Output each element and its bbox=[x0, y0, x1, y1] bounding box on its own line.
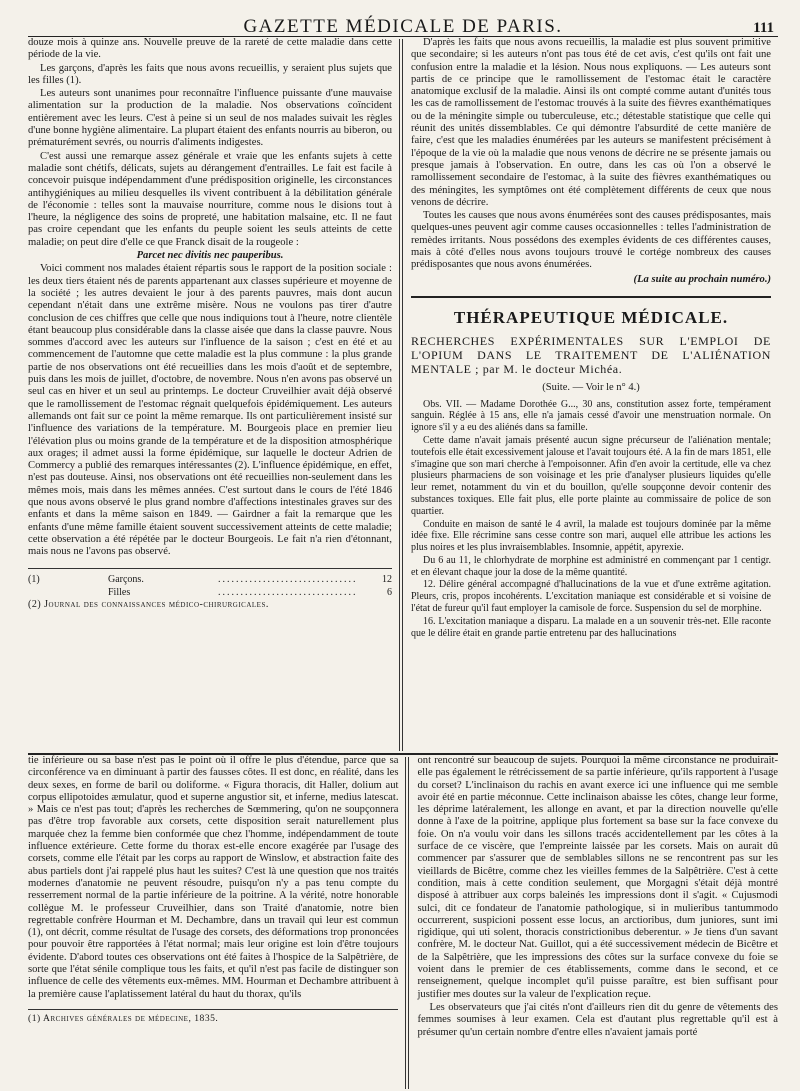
paragraph: douze mois à quinze ans. Nouvelle preuve de la rareté de cette maladie dans cette période de la vie. bbox=[28, 37, 392, 61]
paragraph: Cette dame n'avait jamais présenté aucun signe précurseur de l'aliénation mentale; toutefois elle était excessivement jalouse et l'avait toujours été. A la fin de mars 1851, elle s'imagine que son mari cherche à l'empoisonner. Afin d'en avoir la certitude, elle va chez plusieurs pharmaciens de son voisinage et les prie d'analyser plusieurs liquides qu'elle leur remet, notamment du vin et du bouillon, qu'elle soupçonne devoir contenir des substances toxiques. Elle fait plus, elle porte plainte au commissaire de police de son quartier. bbox=[411, 434, 771, 517]
section-title: THÉRAPEUTIQUE MÉDICALE. bbox=[453, 307, 729, 327]
girls-value: 6 bbox=[387, 586, 392, 598]
continued-note: (La suite au prochain numéro.) bbox=[633, 273, 771, 285]
top-section bbox=[28, 37, 778, 753]
paragraph: Toutes les causes que nous avons énumérées sont des causes prédisposantes, mais quelques-unes peuvent agir comme causes occasionnelles : telles l'administration de remèdes irritants. Nous possédons des exemples évidents de ces différentes causes, mais à côté d'elles nous avons toujours trouvé le cortége nombreux des causes prédisposantes que nous avons énumérées. bbox=[411, 210, 771, 271]
paragraph: Les observateurs que j'ai cités n'ont d'ailleurs rien dit du genre de vêtements des femmes soumises à leur examen. Cela est d'autant plus regrettable qu'il est à présumer qu'un certain nombre d'entre elles n'avaient jamais porté bbox=[417, 1001, 778, 1038]
paragraph: Conduite en maison de santé le 4 avril, la malade est toujours dominée par la même idée fixe. Elle récrimine sans cesse contre son mari, auquel elle attribue les actions les plus noires et les plus invraisemblables. Insomnie, appétit, apyrexie. bbox=[411, 518, 771, 554]
leader-dots: ............................... bbox=[218, 586, 358, 598]
section-divider bbox=[411, 296, 771, 298]
paragraph: 12. Délire général accompagné d'hallucinations de la vue et d'une extrême agitation. Pleurs, cris, propos incohérents. L'excitation maniaque est considérable et si voisine de l'état de fureur qu'il faut employer la camisole de force. Suspension du sel de morphine. bbox=[411, 579, 771, 615]
footnotes bbox=[28, 568, 392, 611]
boys-label: Garçons. bbox=[108, 574, 144, 586]
bottom-right-column bbox=[409, 755, 778, 1091]
top-left-column bbox=[28, 37, 399, 753]
article-subtitle: (Suite. — Voir le n° 4.) bbox=[542, 382, 640, 394]
observation-block bbox=[411, 399, 771, 640]
bottom-left-column bbox=[28, 755, 405, 1091]
leader-dots: ............................... bbox=[218, 574, 358, 586]
footnote: (1) Archives générales de médecine, 1835. bbox=[28, 1009, 398, 1025]
boys-value: 12 bbox=[382, 574, 392, 586]
paragraph: Les auteurs sont unanimes pour reconnaître l'influence puissante d'une mauvaise alimentation sur la production de la maladie. Nos observations coïncident entièrement avec les leurs. C'est à peine si un seul de nos malades suivait les règles d'une bonne hygiène alimentaire. La plupart étaient des enfants nourris au biberon, ou prématurément sevrés, ou nourris d'aliments indigestes. bbox=[28, 88, 392, 149]
paragraph: Du 6 au 11, le chlorhydrate de morphine est administré en commençant par 1 centigr. et en élevant chaque jour la dose de la même quantité. bbox=[411, 554, 771, 578]
paragraph: Obs. VII. — Madame Dorothée G..., 30 ans, constitution assez forte, tempérament sanguin. Réglée à 15 ans, elle n'a jamais cessé d'avoir une menstruation normale. On ignore s'il y a eu des aliénés dans sa famille. bbox=[411, 398, 771, 434]
latin-motto: Parcet nec divitis nec pauperibus. bbox=[136, 250, 284, 262]
page-number: 111 bbox=[753, 20, 774, 36]
article-title: RECHERCHES EXPÉRIMENTALES SUR L'EMPLOI DE L'OPIUM DANS LE TRAITEMENT DE L'ALIÉNATION MENTALE ; par M. le docteur Michéa. bbox=[411, 334, 771, 377]
footnote-row-girls bbox=[28, 587, 392, 599]
girls-label: Filles bbox=[108, 586, 131, 598]
paragraph: 16. L'excitation maniaque a disparu. La malade en a un souvenir très-net. Elle raconte que le délire était en grande partie entretenu par des hallucinations bbox=[411, 615, 771, 639]
bottom-section bbox=[28, 755, 778, 1091]
paragraph: D'après les faits que nous avons recueillis, la maladie est plus souvent primitive que secondaire; si les auteurs n'ont pas tous été de cet avis, c'est qu'ils ont fait une confusion entre la maladie et la lésion. Nous nous expliquons. — Les auteurs sont partis de ce principe que le ramollissement de l'estomac était le caractère anatomique exclusif de la maladie. Ainsi ils ont compté comme autant d'unités tous les cas de ramollissement de l'estomac trouvés à la suite des fièvres exanthématiques ou de la méningite simple ou tuberculeuse, etc.; détestable statistique que celle qui réunit des unités dissemblables. Ce qui démontre l'absurdité de cette manière de faire, c'est que les maladies énumérées par les auteurs se manifestent précisément à l'époque de la vie où la maladie que nous venons de décrire ne se présente jamais ou presque jamais à l'observation. En outre, dans les cas où l'on a observé le ramollissement secondaire de l'estomac, à la suite des fièvres exanthématiques ou des méningites, les symptômes ont été complètement différents de ceux que nous venons de décrire. bbox=[411, 37, 771, 208]
footnote-2: (2) Journal des connaissances médico-chirurgicales. bbox=[28, 599, 269, 611]
paragraph: Les garçons, d'après les faits que nous avons recueillis, y seraient plus sujets que les filles (1). bbox=[28, 62, 392, 86]
paragraph: tie inférieure ou sa base n'est pas le point où il offre le plus d'étendue, parce que sa circonférence va en diminuant à partir des fausses côtes. Il est donc, en réalité, dans les deux sexes, en forme de baril ou doliforme. « Figura thoracis, dit Haller, dolium aut corpus ellipotoides æmulatur, quod et superne angustior sit, et inferne, medius latescat. » Mais ce n'est pas tout; d'après les recherches de Sœmmering, qu'on ne soupçonnera pas d'être trop favorable aux corsets, cette disposition serait naturellement plus marquée chez la femme bien conformée que chez l'homme, indépendamment de toute influence extérieure. Cette forme du thorax est-elle encore exagérée par l'usage des corsets, comme elle l'était par les corps au rapport de Winslow, et abstraction faite des abus partiels dont j'ai rappelé plus haut les suites? C'est là une question que nos traités modernes d'anatomie ne peuvent résoudre, puisqu'on n'y a pas tenu compte du resserrement normal de la partie inférieure de la poitrine. A la vérité, notre honorable collègue M. le professeur Cruveilhier, dans son Traité d'anatomie, notre bien regrettable confrère Hourman et M. Dechambre, dans un travail qui leur est commun (1), ont décrit, comme résultat de l'usage des corsets, des déformations trop prononcées pour pouvoir être rapportées à l'état normal; mais leur origine est loin d'être toujours évidente. D'abord toutes ces observations ont été faites à l'hospice de la Salpêtrière, de sorte que l'état sénile complique tous les faits, et qu'il n'est pas facile de distinguer son influence de celle des vêtements eux-mêmes. MM. Hourman et Dechambre attribuent à la première cause l'aplatissement latéral du haut du thorax, qu'ils bbox=[28, 755, 399, 1000]
paragraph: Voici comment nos malades étaient répartis sous le rapport de la position sociale : les deux tiers étaient nés de parents appartenant aux classes supérieure et moyenne de la société ; les autres devaient le jour à des parents pauvres, mais dont aucun cependant n'était dans une extrême misère. Nous ne voulons pas tirer d'autre conclusion de ces chiffres que celle que nous indiquions tout à l'heure, notre clientèle étant beaucoup plus considérable dans la classe aisée que dans la classe pauvre. Nous sommes d'accord avec les auteurs sur l'influence de la saison ; c'est en été et au commencement de l'automne que cette maladie est la plus commune : la plus grande partie de nos observations ont été recueillies dans les mois d'août et de septembre, puis dans les mois de juillet, d'octobre, de novembre. Nous n'en avons pas observé un seul cas en hiver et un seul au printemps. Le docteur Cruveilhier avait déjà observé que le ramollissement de l'estomac régnait quelquefois épidémiquement. Les auteurs allemands ont fait sur ce point la même remarque. Ils ont particulièrement insisté sur l'influence des variations de la température. M. Bourgeois place en premier lieu l'élévation plus ou moins grande de la température et de la disposition atmosphérique aux orages; il admet aussi la forme épidémique, sur laquelle le docteur Adrien de Commercy a publié des remarques intéressantes (2). L'influence épidémique, en effet, n'est pas douteuse. Ainsi, nos observations ont été recueillies non-seulement dans les mêmes mois, mais dans les mêmes années. C'est surtout dans le cours de l'été 1846 que nous avons observé le plus grand nombre d'affections intestinales graves sur des enfants et dans la même saison en 1849. — Gairdner a fait la remarque que les enfants d'une même famille étaient souvent successivement atteints de cette maladie; cette observation a été répétée par le docteur Bourgeois. Le fait n'a rien d'étonnant, mais nous ne l'avons pas observé. bbox=[28, 263, 392, 558]
paragraph: C'est aussi une remarque assez générale et vraie que les enfants sujets à cette maladie sont chétifs, délicats, sujets au dérangement d'entrailles. Le fait est facile à concevoir puisque indépendamment d'une prédisposition originelle, les circonstances antihygiéniques au milieu desquelles ils vivent contribuent à la débilitation générale de l'économie : telles sont la mauvaise nourriture, comme nous le disions tout à l'heure, la négligence des soins de propreté, une habitation malsaine, etc. Il ne faut pas croire cependant que les enfants du peuple soient les seuls atteints de cette maladie; on peut dire d'elle ce que Franck disait de la rougeole : bbox=[28, 150, 392, 248]
footnote-row-boys bbox=[28, 574, 392, 586]
top-right-column bbox=[403, 37, 771, 753]
paragraph: ont rencontré sur beaucoup de sujets. Pourquoi la même circonstance ne produirait-elle pas également le rétrécissement de sa partie inférieure, qu'ils rapportent à l'usage du corset? L'inclinaison du rachis en avant exerce ici une influence qui me semble avoir été en partie méconnue. Cette inclinaison abaisse les côtes, change leur forme, les déprime latéralement, les allonge en avant, et par la direction nouvelle qu'elle donne à l'axe de la poitrine, applique plus fortement sa base sur la face convexe du foie. On n'a voulu voir dans les sillons tracés accidentellement par les côtes à la surface de ce viscère, que l'empreinte laissée par les corsets. Mais on aurait dû commencer par s'assurer que de semblables sillons ne se rencontrent pas sur les vieillards de Bicêtre, comme chez les vieilles femmes de la Salpêtrière. C'est à cette condition, mais à cette condition seulement, que Morgagni s'était déjà montré disposé à attribuer aux corps baleinés les impressions dont il s'agit. « Cujusmodi sulci, dit ce fondateur de l'anatomie pathologique, si in mulieribus tantummodo occurrerent, suspicioni possent esse locus, an arctioribus, dum juniores, sunt imi rigidique, qui uti solent, thoracis constrictionibus deberentur. » Je tiens d'un savant confrère, M. le docteur Nat. Guillot, qui a été successivement médecin de Bicêtre et de la Salpêtrière, que les impressions des côtes sur la surface convexe du foie se voient dans le premier de ces établissements, comme dans le second, et ce renseignement, quelque incomplet qu'il puisse paraître, est bien suffisant pour justifier mes doutes sur la valeur de l'explication reçue. bbox=[417, 755, 778, 1000]
journal-title: GAZETTE MÉDICALE DE PARIS. bbox=[243, 16, 563, 37]
footnote-marker: (1) bbox=[28, 574, 40, 586]
page-header bbox=[28, 8, 778, 37]
